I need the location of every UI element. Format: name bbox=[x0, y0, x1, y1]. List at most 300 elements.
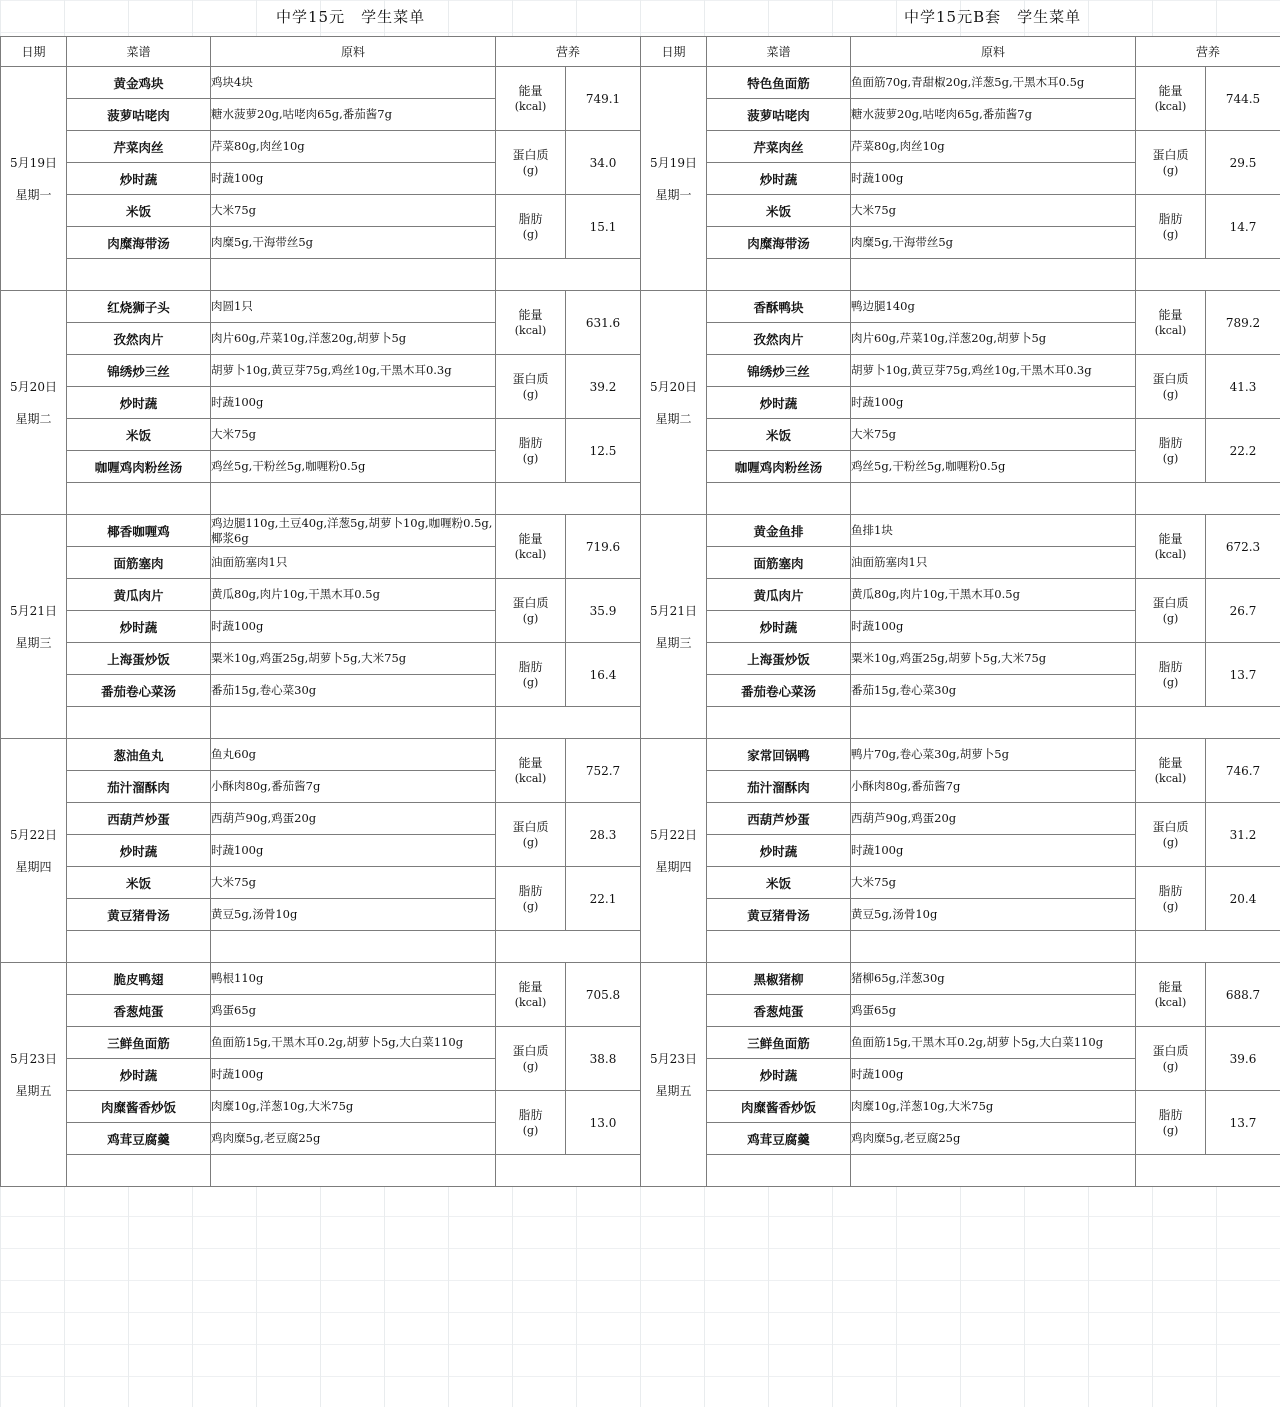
empty-ingredient-cell bbox=[851, 1155, 1136, 1187]
energy-label-unit: (kcal) bbox=[514, 995, 547, 1009]
dish-name: 炒时蔬 bbox=[67, 1059, 211, 1091]
protein-label-unit: (g) bbox=[522, 611, 539, 625]
dish-name: 香葱炖蛋 bbox=[707, 995, 851, 1027]
header-row bbox=[1, 37, 641, 67]
energy-label bbox=[1136, 515, 1206, 579]
fat-label bbox=[1136, 643, 1206, 707]
header-date: 日期 bbox=[641, 37, 707, 67]
weekday-label: 星期一 bbox=[655, 187, 692, 202]
dish-ingredients: 粟米10g,鸡蛋25g,胡萝卜5g,大米75g bbox=[851, 643, 1136, 675]
dish-name: 三鲜鱼面筋 bbox=[707, 1027, 851, 1059]
dish-name: 肉糜海带汤 bbox=[67, 227, 211, 259]
fat-value: 12.5 bbox=[566, 419, 641, 483]
dish-name: 米饭 bbox=[67, 419, 211, 451]
empty-nutrition-cell bbox=[496, 707, 641, 739]
dish-ingredients: 鱼排1块 bbox=[851, 515, 1136, 547]
table-row bbox=[1, 1091, 641, 1123]
energy-value: 631.6 bbox=[566, 291, 641, 355]
empty-nutrition-cell bbox=[496, 259, 641, 291]
dish-ingredients: 糖水菠萝20g,咕咾肉65g,番茄酱7g bbox=[851, 99, 1136, 131]
dish-name: 香酥鸭块 bbox=[707, 291, 851, 323]
fat-label bbox=[496, 195, 566, 259]
table-row bbox=[1, 867, 641, 899]
empty-nutrition-cell bbox=[496, 1155, 641, 1187]
fat-label-text: 脂肪 bbox=[518, 435, 543, 450]
table-row bbox=[1, 739, 641, 771]
protein-value: 38.8 bbox=[566, 1027, 641, 1091]
dish-ingredients: 鸭片70g,卷心菜30g,胡萝卜5g bbox=[851, 739, 1136, 771]
protein-label-unit: (g) bbox=[522, 835, 539, 849]
dish-ingredients: 时蔬100g bbox=[851, 163, 1136, 195]
protein-value: 39.2 bbox=[566, 355, 641, 419]
date-cell bbox=[641, 739, 707, 963]
protein-label-unit: (g) bbox=[522, 163, 539, 177]
energy-label-unit: (kcal) bbox=[1154, 323, 1187, 337]
empty-dish-cell bbox=[67, 707, 211, 739]
dish-ingredients: 大米75g bbox=[851, 195, 1136, 227]
dish-ingredients: 鸭边腿140g bbox=[851, 291, 1136, 323]
dish-ingredients: 粟米10g,鸡蛋25g,胡萝卜5g,大米75g bbox=[211, 643, 496, 675]
fat-label-unit: (g) bbox=[522, 675, 539, 689]
date-label: 5月22日 bbox=[10, 827, 57, 842]
energy-value: 672.3 bbox=[1206, 515, 1280, 579]
dish-ingredients: 时蔬100g bbox=[211, 835, 496, 867]
dish-name: 西葫芦炒蛋 bbox=[67, 803, 211, 835]
table-row bbox=[1, 803, 641, 835]
protein-label-text: 蛋白质 bbox=[1152, 595, 1189, 610]
date-cell bbox=[641, 963, 707, 1187]
dish-name: 上海蛋炒饭 bbox=[67, 643, 211, 675]
empty-nutrition-cell bbox=[1136, 1155, 1280, 1187]
table-row bbox=[641, 259, 1280, 291]
table-row bbox=[1, 483, 641, 515]
menu-title-left: 中学15元 学生菜单 bbox=[276, 8, 426, 26]
protein-label-unit: (g) bbox=[1162, 387, 1179, 401]
dish-name: 特色鱼面筋 bbox=[707, 67, 851, 99]
protein-label-text: 蛋白质 bbox=[512, 819, 549, 834]
table-row bbox=[1, 195, 641, 227]
dish-name: 面筋塞肉 bbox=[67, 547, 211, 579]
dish-ingredients: 大米75g bbox=[211, 867, 496, 899]
fat-label-text: 脂肪 bbox=[518, 659, 543, 674]
weekday-label: 星期三 bbox=[655, 635, 692, 650]
menu-table bbox=[0, 36, 641, 1187]
header-ingredients: 原料 bbox=[851, 37, 1136, 67]
protein-label bbox=[1136, 1027, 1206, 1091]
fat-label-text: 脂肪 bbox=[1158, 211, 1183, 226]
dish-name: 肉糜酱香炒饭 bbox=[67, 1091, 211, 1123]
dish-name: 面筋塞肉 bbox=[707, 547, 851, 579]
protein-label bbox=[496, 1027, 566, 1091]
dish-ingredients: 鸡蛋65g bbox=[211, 995, 496, 1027]
table-row bbox=[641, 515, 1280, 547]
protein-label-text: 蛋白质 bbox=[1152, 1043, 1189, 1058]
table-row bbox=[1, 643, 641, 675]
dish-name: 米饭 bbox=[707, 867, 851, 899]
dish-ingredients: 大米75g bbox=[211, 195, 496, 227]
dish-name: 炒时蔬 bbox=[707, 835, 851, 867]
table-row bbox=[641, 1027, 1280, 1059]
date-label: 5月21日 bbox=[650, 603, 697, 618]
energy-label bbox=[496, 515, 566, 579]
date-label: 5月21日 bbox=[10, 603, 57, 618]
energy-label-unit: (kcal) bbox=[514, 547, 547, 561]
dish-name: 上海蛋炒饭 bbox=[707, 643, 851, 675]
table-row bbox=[641, 739, 1280, 771]
menu-title-right: 中学15元B套 学生菜单 bbox=[904, 8, 1082, 26]
table-row bbox=[1, 67, 641, 99]
empty-ingredient-cell bbox=[851, 483, 1136, 515]
table-row bbox=[1, 1027, 641, 1059]
dish-ingredients: 黄豆5g,汤骨10g bbox=[211, 899, 496, 931]
protein-label bbox=[1136, 131, 1206, 195]
dish-ingredients: 时蔬100g bbox=[211, 163, 496, 195]
empty-nutrition-cell bbox=[1136, 483, 1280, 515]
weekday-label: 星期三 bbox=[15, 635, 52, 650]
weekday-label: 星期四 bbox=[15, 859, 52, 874]
table-row bbox=[641, 931, 1280, 963]
date-label: 5月19日 bbox=[10, 155, 57, 170]
empty-ingredient-cell bbox=[211, 1155, 496, 1187]
energy-label bbox=[496, 963, 566, 1027]
dish-name: 茄汁溜酥肉 bbox=[707, 771, 851, 803]
protein-value: 41.3 bbox=[1206, 355, 1280, 419]
empty-nutrition-cell bbox=[496, 483, 641, 515]
fat-value: 15.1 bbox=[566, 195, 641, 259]
dish-ingredients: 鱼丸60g bbox=[211, 739, 496, 771]
dish-name: 咖喱鸡肉粉丝汤 bbox=[707, 451, 851, 483]
dish-ingredients: 鸡丝5g,干粉丝5g,咖喱粉0.5g bbox=[211, 451, 496, 483]
dish-ingredients: 鸭根110g bbox=[211, 963, 496, 995]
protein-label-unit: (g) bbox=[1162, 1059, 1179, 1073]
weekday-label: 星期二 bbox=[655, 411, 692, 426]
protein-label-text: 蛋白质 bbox=[1152, 819, 1189, 834]
table-row bbox=[641, 419, 1280, 451]
dish-ingredients: 胡萝卜10g,黄豆芽75g,鸡丝10g,干黑木耳0.3g bbox=[211, 355, 496, 387]
empty-dish-cell bbox=[67, 1155, 211, 1187]
energy-label bbox=[496, 291, 566, 355]
dish-ingredients: 番茄15g,卷心菜30g bbox=[851, 675, 1136, 707]
dish-ingredients: 时蔬100g bbox=[851, 387, 1136, 419]
dish-name: 黑椒猪柳 bbox=[707, 963, 851, 995]
energy-label-text: 能量 bbox=[518, 83, 543, 98]
energy-label-unit: (kcal) bbox=[1154, 995, 1187, 1009]
table-row bbox=[641, 707, 1280, 739]
fat-value: 14.7 bbox=[1206, 195, 1280, 259]
date-cell bbox=[1, 67, 67, 291]
energy-label bbox=[1136, 963, 1206, 1027]
dish-ingredients: 黄豆5g,汤骨10g bbox=[851, 899, 1136, 931]
dish-ingredients: 小酥肉80g,番茄酱7g bbox=[211, 771, 496, 803]
empty-dish-cell bbox=[707, 259, 851, 291]
dish-ingredients: 番茄15g,卷心菜30g bbox=[211, 675, 496, 707]
fat-label-unit: (g) bbox=[522, 1123, 539, 1137]
dish-name: 香葱炖蛋 bbox=[67, 995, 211, 1027]
protein-label-unit: (g) bbox=[1162, 163, 1179, 177]
energy-value: 705.8 bbox=[566, 963, 641, 1027]
dish-name: 黄金鱼排 bbox=[707, 515, 851, 547]
dish-name: 黄豆猪骨汤 bbox=[707, 899, 851, 931]
protein-label-text: 蛋白质 bbox=[512, 147, 549, 162]
dish-ingredients: 时蔬100g bbox=[851, 1059, 1136, 1091]
dish-ingredients: 胡萝卜10g,黄豆芽75g,鸡丝10g,干黑木耳0.3g bbox=[851, 355, 1136, 387]
dish-name: 葱油鱼丸 bbox=[67, 739, 211, 771]
protein-label bbox=[1136, 579, 1206, 643]
fat-value: 13.0 bbox=[566, 1091, 641, 1155]
protein-label-unit: (g) bbox=[1162, 835, 1179, 849]
dish-ingredients: 时蔬100g bbox=[211, 387, 496, 419]
fat-label bbox=[1136, 419, 1206, 483]
date-cell bbox=[1, 739, 67, 963]
dish-ingredients: 鸡肉糜5g,老豆腐25g bbox=[211, 1123, 496, 1155]
table-row bbox=[641, 67, 1280, 99]
energy-label-text: 能量 bbox=[518, 979, 543, 994]
fat-label bbox=[1136, 1091, 1206, 1155]
dish-name: 炒时蔬 bbox=[707, 1059, 851, 1091]
empty-dish-cell bbox=[707, 483, 851, 515]
fat-label-text: 脂肪 bbox=[518, 883, 543, 898]
dish-ingredients: 西葫芦90g,鸡蛋20g bbox=[851, 803, 1136, 835]
empty-ingredient-cell bbox=[851, 259, 1136, 291]
energy-label-text: 能量 bbox=[518, 531, 543, 546]
dish-name: 米饭 bbox=[67, 867, 211, 899]
header-row bbox=[641, 37, 1280, 67]
energy-label-unit: (kcal) bbox=[1154, 547, 1187, 561]
table-row bbox=[641, 867, 1280, 899]
empty-ingredient-cell bbox=[851, 707, 1136, 739]
table-row bbox=[1, 1155, 641, 1187]
energy-label-unit: (kcal) bbox=[514, 99, 547, 113]
dish-name: 锦绣炒三丝 bbox=[67, 355, 211, 387]
protein-value: 28.3 bbox=[566, 803, 641, 867]
dish-ingredients: 肉片60g,芹菜10g,洋葱20g,胡萝卜5g bbox=[851, 323, 1136, 355]
table-row bbox=[1, 963, 641, 995]
table-row bbox=[641, 963, 1280, 995]
protein-label-unit: (g) bbox=[522, 1059, 539, 1073]
date-cell bbox=[1, 963, 67, 1187]
dish-ingredients: 大米75g bbox=[851, 867, 1136, 899]
dish-name: 炒时蔬 bbox=[707, 163, 851, 195]
dish-name: 孜然肉片 bbox=[707, 323, 851, 355]
empty-dish-cell bbox=[707, 1155, 851, 1187]
table-row bbox=[1, 931, 641, 963]
dish-ingredients: 鸡蛋65g bbox=[851, 995, 1136, 1027]
energy-label-text: 能量 bbox=[518, 307, 543, 322]
fat-label-text: 脂肪 bbox=[1158, 659, 1183, 674]
dish-ingredients: 鸡块4块 bbox=[211, 67, 496, 99]
dish-ingredients: 时蔬100g bbox=[211, 611, 496, 643]
dish-ingredients: 肉糜5g,干海带丝5g bbox=[211, 227, 496, 259]
date-label: 5月23日 bbox=[10, 1051, 57, 1066]
weekday-label: 星期一 bbox=[15, 187, 52, 202]
weekday-label: 星期五 bbox=[15, 1083, 52, 1098]
dish-name: 黄瓜肉片 bbox=[67, 579, 211, 611]
empty-dish-cell bbox=[67, 259, 211, 291]
dish-ingredients: 鸡边腿110g,土豆40g,洋葱5g,胡萝卜10g,咖喱粉0.5g,椰浆6g bbox=[211, 515, 496, 547]
fat-label-text: 脂肪 bbox=[1158, 883, 1183, 898]
dish-ingredients: 黄瓜80g,肉片10g,干黑木耳0.5g bbox=[211, 579, 496, 611]
fat-value: 16.4 bbox=[566, 643, 641, 707]
dish-ingredients: 黄瓜80g,肉片10g,干黑木耳0.5g bbox=[851, 579, 1136, 611]
empty-ingredient-cell bbox=[211, 259, 496, 291]
energy-value: 688.7 bbox=[1206, 963, 1280, 1027]
dish-ingredients: 鸡肉糜5g,老豆腐25g bbox=[851, 1123, 1136, 1155]
fat-label-unit: (g) bbox=[522, 899, 539, 913]
protein-label-unit: (g) bbox=[522, 387, 539, 401]
dish-ingredients: 时蔬100g bbox=[851, 835, 1136, 867]
header-dish: 菜谱 bbox=[67, 37, 211, 67]
fat-label-text: 脂肪 bbox=[1158, 1107, 1183, 1122]
dish-name: 红烧狮子头 bbox=[67, 291, 211, 323]
date-label: 5月20日 bbox=[10, 379, 57, 394]
protein-label-text: 蛋白质 bbox=[512, 595, 549, 610]
protein-value: 34.0 bbox=[566, 131, 641, 195]
dish-name: 茄汁溜酥肉 bbox=[67, 771, 211, 803]
date-label: 5月22日 bbox=[650, 827, 697, 842]
dish-name: 炒时蔬 bbox=[707, 611, 851, 643]
dish-ingredients: 油面筋塞肉1只 bbox=[851, 547, 1136, 579]
header-dish: 菜谱 bbox=[707, 37, 851, 67]
empty-ingredient-cell bbox=[211, 931, 496, 963]
weekday-label: 星期四 bbox=[655, 859, 692, 874]
protein-label bbox=[496, 803, 566, 867]
dish-ingredients: 芹菜80g,肉丝10g bbox=[851, 131, 1136, 163]
dish-ingredients: 小酥肉80g,番茄酱7g bbox=[851, 771, 1136, 803]
dish-name: 脆皮鸭翅 bbox=[67, 963, 211, 995]
protein-label bbox=[1136, 803, 1206, 867]
protein-label-text: 蛋白质 bbox=[512, 1043, 549, 1058]
energy-label bbox=[1136, 739, 1206, 803]
energy-value: 789.2 bbox=[1206, 291, 1280, 355]
fat-value: 22.2 bbox=[1206, 419, 1280, 483]
date-label: 5月23日 bbox=[650, 1051, 697, 1066]
table-row bbox=[641, 483, 1280, 515]
dish-ingredients: 芹菜80g,肉丝10g bbox=[211, 131, 496, 163]
dish-ingredients: 西葫芦90g,鸡蛋20g bbox=[211, 803, 496, 835]
dish-ingredients: 肉糜10g,洋葱10g,大米75g bbox=[211, 1091, 496, 1123]
protein-label bbox=[496, 579, 566, 643]
dish-name: 菠萝咕咾肉 bbox=[67, 99, 211, 131]
empty-nutrition-cell bbox=[1136, 931, 1280, 963]
table-row bbox=[1, 515, 641, 547]
protein-value: 35.9 bbox=[566, 579, 641, 643]
fat-label-text: 脂肪 bbox=[518, 1107, 543, 1122]
empty-dish-cell bbox=[67, 931, 211, 963]
fat-label bbox=[496, 1091, 566, 1155]
fat-value: 20.4 bbox=[1206, 867, 1280, 931]
table-row bbox=[641, 643, 1280, 675]
empty-ingredient-cell bbox=[211, 483, 496, 515]
energy-label-unit: (kcal) bbox=[514, 323, 547, 337]
energy-label-text: 能量 bbox=[1158, 83, 1183, 98]
dish-ingredients: 肉片60g,芹菜10g,洋葱20g,胡萝卜5g bbox=[211, 323, 496, 355]
header-ingredients: 原料 bbox=[211, 37, 496, 67]
fat-label-unit: (g) bbox=[1162, 1123, 1179, 1137]
weekday-label: 星期二 bbox=[15, 411, 52, 426]
energy-label-text: 能量 bbox=[1158, 307, 1183, 322]
empty-nutrition-cell bbox=[496, 931, 641, 963]
date-cell bbox=[1, 515, 67, 739]
table-row bbox=[1, 355, 641, 387]
dish-name: 炒时蔬 bbox=[67, 163, 211, 195]
dish-name: 肉糜海带汤 bbox=[707, 227, 851, 259]
dish-name: 家常回锅鸭 bbox=[707, 739, 851, 771]
table-row bbox=[641, 1091, 1280, 1123]
dish-name: 米饭 bbox=[707, 195, 851, 227]
protein-label bbox=[496, 355, 566, 419]
empty-nutrition-cell bbox=[1136, 707, 1280, 739]
protein-label-text: 蛋白质 bbox=[1152, 147, 1189, 162]
dish-name: 鸡茸豆腐羹 bbox=[67, 1123, 211, 1155]
fat-label-unit: (g) bbox=[522, 451, 539, 465]
dish-ingredients: 油面筋塞肉1只 bbox=[211, 547, 496, 579]
dish-name: 芹菜肉丝 bbox=[67, 131, 211, 163]
table-row bbox=[641, 803, 1280, 835]
dish-name: 黄豆猪骨汤 bbox=[67, 899, 211, 931]
weekday-label: 星期五 bbox=[655, 1083, 692, 1098]
energy-label bbox=[496, 739, 566, 803]
fat-label bbox=[496, 867, 566, 931]
empty-nutrition-cell bbox=[1136, 259, 1280, 291]
fat-label-text: 脂肪 bbox=[518, 211, 543, 226]
menu-table-right bbox=[640, 36, 1280, 1187]
dish-name: 芹菜肉丝 bbox=[707, 131, 851, 163]
date-cell bbox=[641, 67, 707, 291]
fat-value: 13.7 bbox=[1206, 1091, 1280, 1155]
protein-value: 26.7 bbox=[1206, 579, 1280, 643]
dish-name: 炒时蔬 bbox=[707, 387, 851, 419]
energy-label bbox=[1136, 67, 1206, 131]
dish-name: 肉糜酱香炒饭 bbox=[707, 1091, 851, 1123]
protein-label-unit: (g) bbox=[1162, 611, 1179, 625]
table-row bbox=[1, 291, 641, 323]
dish-ingredients: 鸡丝5g,干粉丝5g,咖喱粉0.5g bbox=[851, 451, 1136, 483]
table-row bbox=[1, 259, 641, 291]
energy-value: 749.1 bbox=[566, 67, 641, 131]
fat-label bbox=[496, 643, 566, 707]
fat-label-unit: (g) bbox=[1162, 899, 1179, 913]
energy-label-text: 能量 bbox=[1158, 979, 1183, 994]
title-bar bbox=[0, 0, 1280, 36]
table-row bbox=[641, 1155, 1280, 1187]
empty-dish-cell bbox=[707, 707, 851, 739]
dish-ingredients: 肉圆1只 bbox=[211, 291, 496, 323]
table-row bbox=[641, 291, 1280, 323]
dish-name: 炒时蔬 bbox=[67, 387, 211, 419]
fat-label-unit: (g) bbox=[1162, 227, 1179, 241]
dish-name: 炒时蔬 bbox=[67, 835, 211, 867]
table-row bbox=[641, 131, 1280, 163]
protein-label bbox=[496, 131, 566, 195]
fat-label bbox=[1136, 195, 1206, 259]
dish-ingredients: 鱼面筋70g,青甜椒20g,洋葱5g,干黑木耳0.5g bbox=[851, 67, 1136, 99]
dish-name: 鸡茸豆腐羹 bbox=[707, 1123, 851, 1155]
dish-name: 孜然肉片 bbox=[67, 323, 211, 355]
empty-ingredient-cell bbox=[851, 931, 1136, 963]
dish-ingredients: 肉糜10g,洋葱10g,大米75g bbox=[851, 1091, 1136, 1123]
fat-label-unit: (g) bbox=[1162, 451, 1179, 465]
protein-label-text: 蛋白质 bbox=[512, 371, 549, 386]
empty-dish-cell bbox=[707, 931, 851, 963]
protein-value: 29.5 bbox=[1206, 131, 1280, 195]
energy-value: 744.5 bbox=[1206, 67, 1280, 131]
energy-label-text: 能量 bbox=[518, 755, 543, 770]
fat-value: 13.7 bbox=[1206, 643, 1280, 707]
fat-label bbox=[496, 419, 566, 483]
date-cell bbox=[641, 515, 707, 739]
energy-value: 752.7 bbox=[566, 739, 641, 803]
date-cell bbox=[641, 291, 707, 515]
